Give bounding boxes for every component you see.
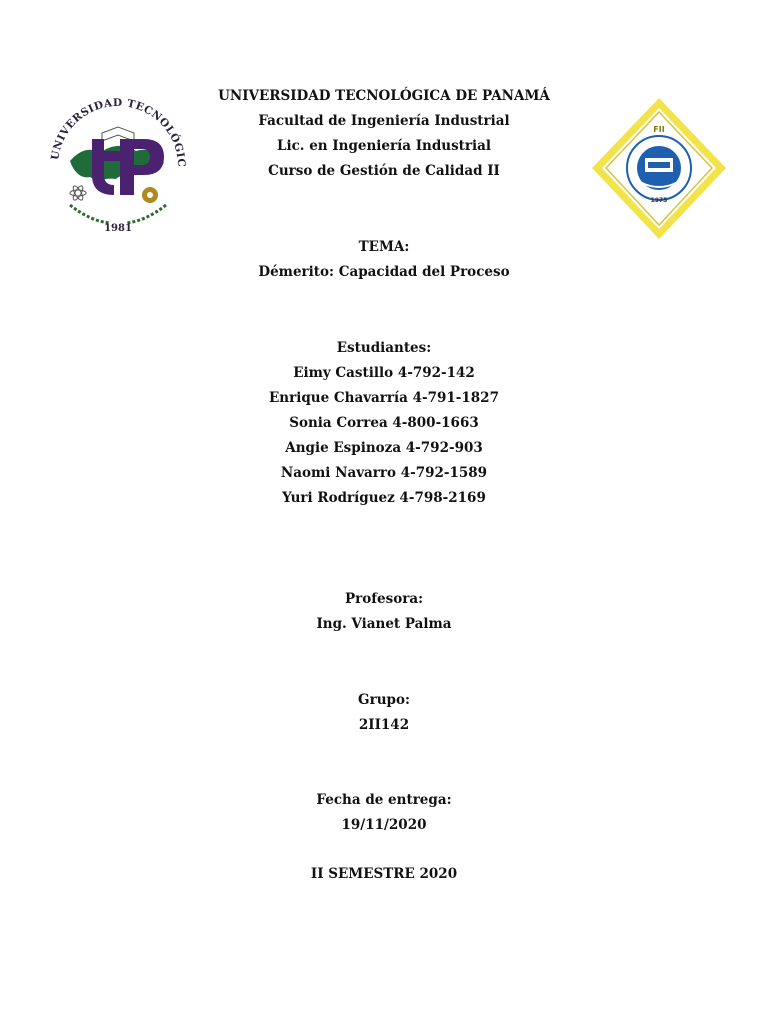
group-label: Grupo:	[358, 692, 410, 708]
group-value: 2II142	[358, 717, 410, 733]
professor-label: Profesora:	[344, 591, 424, 607]
professor-name: Ing. Vianet Palma	[316, 616, 452, 632]
topic-label: TEMA:	[358, 239, 410, 255]
delivery-label: Fecha de entrega:	[316, 792, 452, 808]
student-item: Sonia Correa 4-800-1663	[289, 415, 479, 431]
gear-icon	[142, 187, 158, 203]
fii-year: 1975	[650, 197, 668, 204]
faculty-name: Facultad de Ingeniería Industrial	[258, 113, 510, 129]
fii-initials: FII	[653, 125, 665, 134]
delivery-date: 19/11/2020	[341, 817, 427, 833]
student-item: Enrique Chavarría 4-791-1827	[269, 390, 499, 406]
student-item: Yuri Rodríguez 4-798-2169	[282, 490, 486, 506]
student-item: Eimy Castillo 4-792-142	[293, 365, 475, 381]
students-label: Estudiantes:	[336, 340, 432, 356]
student-item: Naomi Navarro 4-792-1589	[280, 465, 488, 481]
student-item: Angie Espinoza 4-792-903	[285, 440, 483, 456]
course-name: Curso de Gestión de Calidad II	[268, 163, 500, 179]
university-name: UNIVERSIDAD TECNOLÓGICA DE PANAMÁ	[218, 88, 550, 104]
utp-ring-text: UNIVERSIDAD TECNOLÓGIC	[49, 96, 188, 168]
semester: II SEMESTRE 2020	[310, 866, 458, 882]
degree-name: Lic. en Ingeniería Industrial	[276, 138, 492, 154]
topic-value: Démerito: Capacidad del Proceso	[258, 264, 510, 280]
atom-icon	[70, 185, 86, 202]
utp-year: 1981	[104, 223, 132, 234]
